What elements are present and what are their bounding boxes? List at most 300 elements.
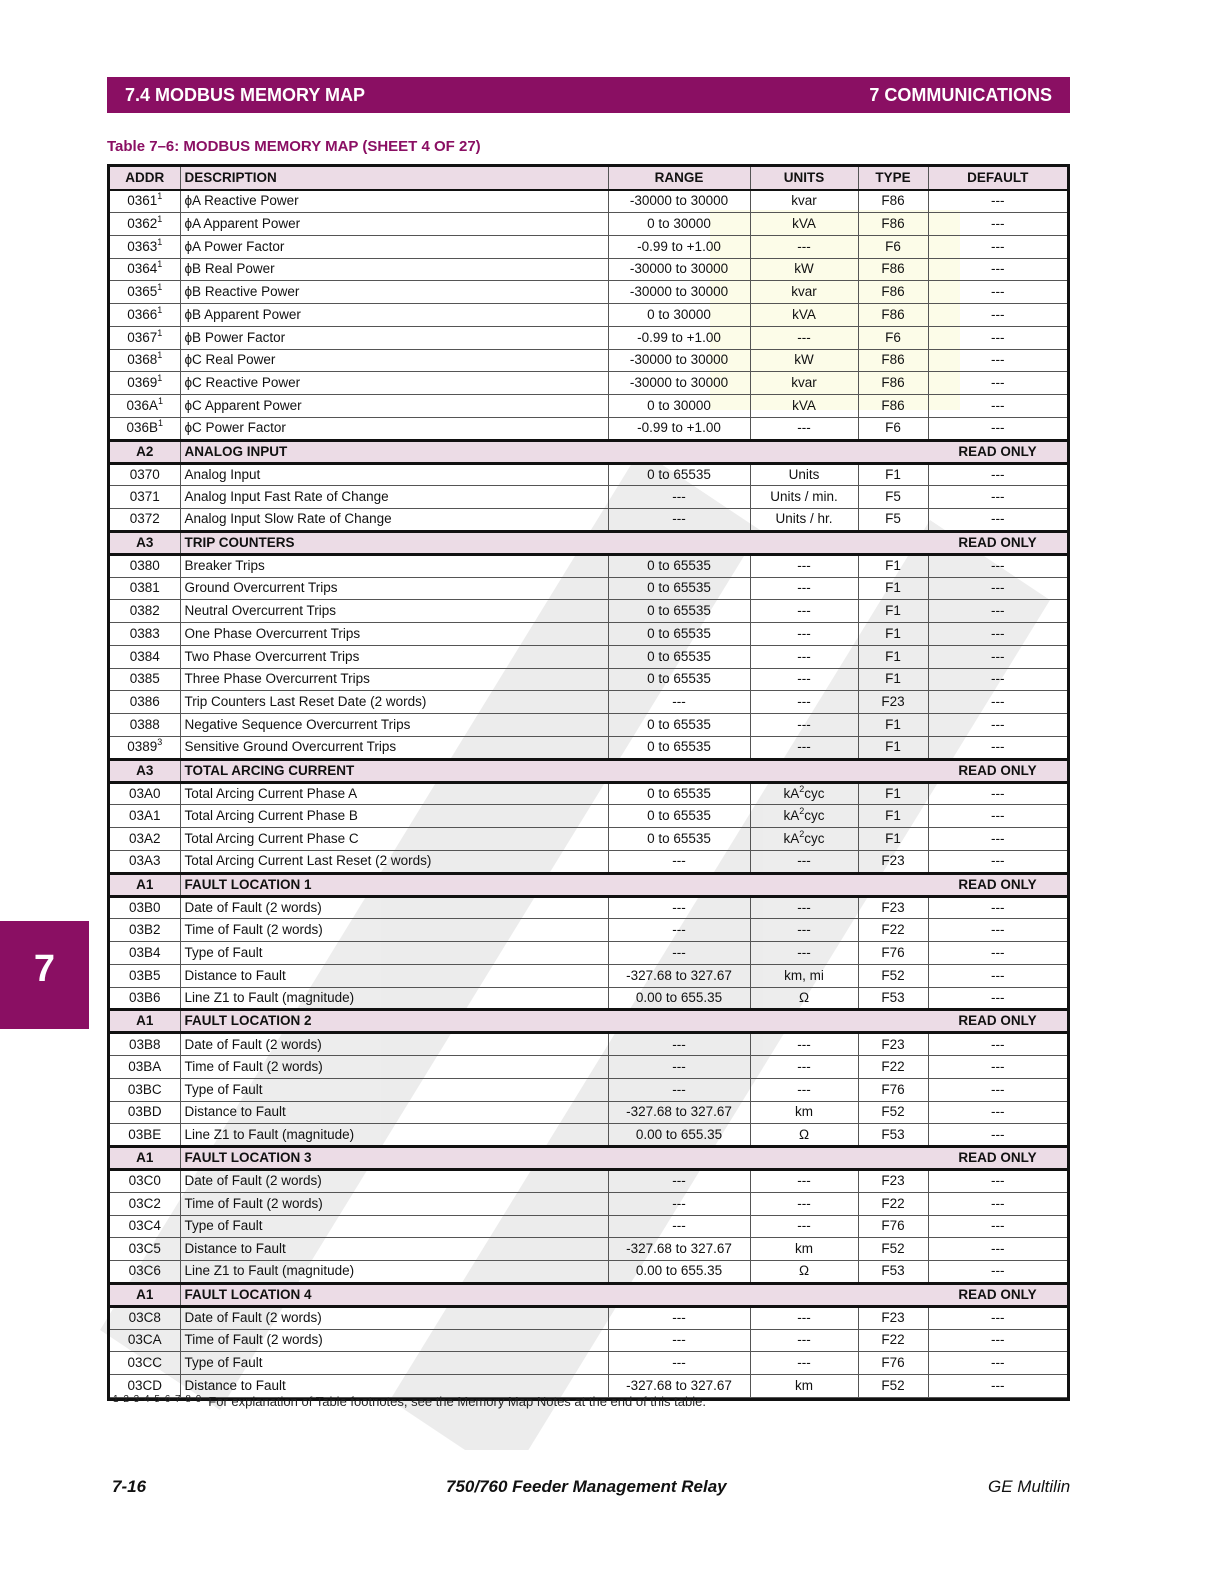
cell-units	[750, 258, 858, 281]
cell-description: Date of Fault (2 words)	[180, 1306, 608, 1329]
addr-footnote-mark: 1	[157, 259, 163, 270]
cell-description: ϕC Reactive Power	[180, 372, 608, 395]
cell-default: ---	[928, 326, 1067, 349]
cell-description: Total Arcing Current Phase C	[180, 828, 608, 851]
cell-description: Line Z1 to Fault (magnitude)	[180, 1261, 608, 1284]
cell-type: F1	[858, 714, 928, 737]
cell-type: F1	[858, 805, 928, 828]
group-access: READ ONLY	[928, 440, 1067, 463]
cell-type: F23	[858, 896, 928, 919]
units-value: km, mi	[784, 967, 824, 983]
units-value: kA	[783, 808, 800, 824]
cell-description: Neutral Overcurrent Trips	[180, 600, 608, 623]
cell-addr	[110, 349, 180, 372]
table-row	[110, 304, 1067, 327]
addr-value: 0389	[127, 739, 158, 755]
cell-range: 0 to 65535	[608, 736, 750, 759]
cell-description: Type of Fault	[180, 942, 608, 965]
cell-type: F1	[858, 782, 928, 805]
cell-default: ---	[928, 942, 1067, 965]
cell-type: F23	[858, 1306, 928, 1329]
cell-addr	[110, 1192, 180, 1215]
addr-value: 0361	[127, 193, 158, 209]
cell-description: Trip Counters Last Reset Date (2 words)	[180, 691, 608, 714]
addr-value: 03B6	[128, 989, 161, 1005]
cell-units	[750, 463, 858, 486]
cell-addr	[110, 1101, 180, 1124]
units-value: ---	[797, 1081, 811, 1097]
cell-type: F76	[858, 1215, 928, 1238]
cell-type: F1	[858, 736, 928, 759]
cell-type: F22	[858, 1056, 928, 1079]
addr-footnote-mark: 3	[157, 737, 163, 748]
column-header-range: RANGE	[608, 167, 750, 190]
table-row	[110, 714, 1067, 737]
cell-description: ϕC Power Factor	[180, 417, 608, 440]
table-body	[110, 190, 1067, 1398]
addr-value: 03C0	[128, 1173, 161, 1189]
cell-range: -30000 to 30000	[608, 349, 750, 372]
cell-description: Three Phase Overcurrent Trips	[180, 668, 608, 691]
addr-value: 03C5	[128, 1241, 161, 1257]
addr-value: 03BD	[127, 1104, 162, 1120]
table-row	[110, 577, 1067, 600]
cell-units	[750, 1192, 858, 1215]
cell-description: Date of Fault (2 words)	[180, 896, 608, 919]
addr-value: 03B2	[128, 922, 161, 938]
cell-type: F1	[858, 828, 928, 851]
cell-range: -327.68 to 327.67	[608, 1101, 750, 1124]
cell-default: ---	[928, 805, 1067, 828]
cell-type: F23	[858, 691, 928, 714]
cell-addr	[110, 691, 180, 714]
cell-range: 0.00 to 655.35	[608, 987, 750, 1010]
group-title: FAULT LOCATION 1	[180, 873, 928, 896]
cell-units	[750, 1352, 858, 1375]
cell-description: Distance to Fault	[180, 964, 608, 987]
cell-units	[750, 987, 858, 1010]
cell-units	[750, 1101, 858, 1124]
cell-description: Analog Input Slow Rate of Change	[180, 509, 608, 532]
cell-addr	[110, 463, 180, 486]
cell-default: ---	[928, 964, 1067, 987]
addr-value: 0369	[127, 375, 158, 391]
group-addr: A3	[110, 531, 180, 554]
table-row	[110, 1352, 1067, 1375]
group-title: FAULT LOCATION 2	[180, 1010, 928, 1033]
cell-type: F76	[858, 1078, 928, 1101]
addr-value: 03C2	[128, 1195, 161, 1211]
group-access: READ ONLY	[928, 531, 1067, 554]
table-header-row	[110, 167, 1067, 190]
group-addr: A1	[110, 1010, 180, 1033]
cell-units	[750, 1056, 858, 1079]
cell-addr	[110, 213, 180, 236]
cell-description: Date of Fault (2 words)	[180, 1170, 608, 1193]
cell-type: F86	[858, 213, 928, 236]
cell-range: ---	[608, 1078, 750, 1101]
table-row	[110, 1170, 1067, 1193]
cell-units	[750, 736, 858, 759]
group-title: TRIP COUNTERS	[180, 531, 928, 554]
table-row	[110, 623, 1067, 646]
cell-range: ---	[608, 1352, 750, 1375]
addr-value: 0372	[129, 511, 160, 527]
column-header-units: UNITS	[750, 167, 858, 190]
cell-description: One Phase Overcurrent Trips	[180, 623, 608, 646]
cell-type: F86	[858, 304, 928, 327]
cell-default: ---	[928, 577, 1067, 600]
units-value: ---	[797, 716, 811, 732]
cell-range: 0 to 65535	[608, 828, 750, 851]
table-row	[110, 850, 1067, 873]
product-name: 750/760 Feeder Management Relay	[446, 1477, 727, 1496]
cell-default: ---	[928, 1192, 1067, 1215]
cell-range: ---	[608, 942, 750, 965]
cell-units	[750, 1261, 858, 1284]
cell-units	[750, 235, 858, 258]
cell-default: ---	[928, 372, 1067, 395]
units-value: kVA	[792, 215, 816, 231]
cell-addr	[110, 714, 180, 737]
cell-range: 0 to 65535	[608, 782, 750, 805]
cell-addr	[110, 1352, 180, 1375]
cell-default: ---	[928, 1033, 1067, 1056]
addr-value: 0370	[129, 466, 160, 482]
cell-description: ϕC Apparent Power	[180, 395, 608, 418]
cell-description: Type of Fault	[180, 1078, 608, 1101]
cell-default: ---	[928, 281, 1067, 304]
table-row	[110, 736, 1067, 759]
units-value: ---	[797, 694, 811, 710]
cell-type: F76	[858, 942, 928, 965]
units-value: kvar	[791, 284, 817, 300]
cell-range: -327.68 to 327.67	[608, 1238, 750, 1261]
units-exponent: 2	[799, 828, 805, 839]
cell-range: -30000 to 30000	[608, 190, 750, 213]
units-value: ---	[797, 1058, 811, 1074]
units-value: ---	[797, 648, 811, 664]
chapter-side-tab: 7	[0, 921, 89, 1029]
group-access: READ ONLY	[928, 873, 1067, 896]
units-tail: cyc	[804, 808, 825, 824]
units-value: Ω	[798, 1126, 810, 1142]
table-row	[110, 326, 1067, 349]
addr-value: 03CA	[127, 1332, 162, 1348]
cell-description: Line Z1 to Fault (magnitude)	[180, 1124, 608, 1147]
cell-default: ---	[928, 782, 1067, 805]
cell-addr	[110, 1329, 180, 1352]
units-value: ---	[797, 580, 811, 596]
cell-default: ---	[928, 668, 1067, 691]
cell-range: ---	[608, 691, 750, 714]
addr-value: 0362	[127, 215, 158, 231]
addr-footnote-mark: 1	[157, 191, 163, 202]
cell-type: F53	[858, 1261, 928, 1284]
addr-value: 03B0	[128, 899, 161, 915]
footnote-numbers: 1 2 3 4 5 6 7 8 9	[113, 1394, 203, 1405]
cell-default: ---	[928, 850, 1067, 873]
cell-units	[750, 782, 858, 805]
cell-range: ---	[608, 1056, 750, 1079]
units-value: kvar	[791, 193, 817, 209]
cell-default: ---	[928, 896, 1067, 919]
addr-value: 03BA	[128, 1058, 162, 1074]
cell-addr	[110, 1170, 180, 1193]
cell-range: 0.00 to 655.35	[608, 1124, 750, 1147]
cell-default: ---	[928, 691, 1067, 714]
cell-addr	[110, 782, 180, 805]
cell-addr	[110, 645, 180, 668]
cell-type: F76	[858, 1352, 928, 1375]
cell-default: ---	[928, 417, 1067, 440]
group-title: FAULT LOCATION 4	[180, 1283, 928, 1306]
cell-addr	[110, 1215, 180, 1238]
units-value: Ω	[798, 989, 810, 1005]
units-value: kW	[794, 261, 814, 277]
cell-default: ---	[928, 190, 1067, 213]
cell-description: ϕB Reactive Power	[180, 281, 608, 304]
cell-description: Distance to Fault	[180, 1238, 608, 1261]
column-header-description: DESCRIPTION	[180, 167, 608, 190]
section-title: 7.4 MODBUS MEMORY MAP	[125, 85, 366, 105]
cell-addr	[110, 326, 180, 349]
cell-type: F86	[858, 372, 928, 395]
cell-type: F5	[858, 486, 928, 509]
table-row	[110, 1078, 1067, 1101]
column-header-type: TYPE	[858, 167, 928, 190]
group-access: READ ONLY	[928, 1147, 1067, 1170]
cell-type: F1	[858, 554, 928, 577]
cell-units	[750, 828, 858, 851]
cell-addr	[110, 235, 180, 258]
cell-type: F52	[858, 964, 928, 987]
cell-units	[750, 691, 858, 714]
units-value: ---	[797, 1332, 811, 1348]
cell-type: F23	[858, 850, 928, 873]
units-value: km	[795, 1241, 813, 1257]
cell-addr	[110, 668, 180, 691]
cell-addr	[110, 372, 180, 395]
chapter-title: 7 COMMUNICATIONS	[869, 85, 1052, 105]
cell-default: ---	[928, 486, 1067, 509]
memory-map-table	[107, 164, 1070, 1401]
cell-range: -30000 to 30000	[608, 258, 750, 281]
table-row	[110, 987, 1067, 1010]
cell-units	[750, 349, 858, 372]
cell-default: ---	[928, 736, 1067, 759]
units-value: ---	[797, 944, 811, 960]
cell-units	[750, 964, 858, 987]
cell-addr	[110, 987, 180, 1010]
units-value: ---	[797, 558, 811, 574]
units-value: kVA	[792, 397, 816, 413]
cell-type: F22	[858, 1192, 928, 1215]
cell-type: F52	[858, 1238, 928, 1261]
cell-range: 0 to 65535	[608, 600, 750, 623]
addr-value: 03C4	[128, 1218, 161, 1234]
group-addr: A1	[110, 873, 180, 896]
cell-range: 0 to 30000	[608, 304, 750, 327]
cell-units	[750, 850, 858, 873]
cell-type: F1	[858, 645, 928, 668]
cell-type: F86	[858, 190, 928, 213]
cell-type: F1	[858, 577, 928, 600]
cell-description: Time of Fault (2 words)	[180, 1329, 608, 1352]
cell-description: Total Arcing Current Phase B	[180, 805, 608, 828]
cell-addr	[110, 942, 180, 965]
cell-type: F6	[858, 417, 928, 440]
cell-units	[750, 1238, 858, 1261]
units-exponent: 2	[799, 783, 805, 794]
addr-footnote-mark: 1	[157, 373, 163, 384]
addr-value: 0363	[127, 238, 158, 254]
cell-range: ---	[608, 1170, 750, 1193]
units-value: kW	[794, 352, 814, 368]
units-value: Ω	[798, 1263, 810, 1279]
cell-description: ϕA Reactive Power	[180, 190, 608, 213]
units-value: ---	[797, 1173, 811, 1189]
cell-description: Sensitive Ground Overcurrent Trips	[180, 736, 608, 759]
cell-addr	[110, 850, 180, 873]
cell-addr	[110, 258, 180, 281]
group-title: FAULT LOCATION 3	[180, 1147, 928, 1170]
addr-value: 0365	[127, 284, 158, 300]
units-value: km	[795, 1104, 813, 1120]
brand-name: GE Multilin	[988, 1477, 1071, 1496]
cell-default: ---	[928, 1238, 1067, 1261]
table-row	[110, 395, 1067, 418]
table-title: Table 7–6: MODBUS MEMORY MAP (SHEET 4 OF 27)	[107, 138, 481, 155]
cell-range: -30000 to 30000	[608, 372, 750, 395]
units-value: ---	[797, 625, 811, 641]
cell-description: Time of Fault (2 words)	[180, 1056, 608, 1079]
cell-range: -30000 to 30000	[608, 281, 750, 304]
addr-value: 03CD	[127, 1377, 162, 1393]
cell-default: ---	[928, 463, 1067, 486]
units-value: ---	[797, 603, 811, 619]
cell-addr	[110, 281, 180, 304]
cell-type: F6	[858, 326, 928, 349]
table-row	[110, 1261, 1067, 1284]
cell-addr	[110, 1238, 180, 1261]
cell-units	[750, 304, 858, 327]
cell-addr	[110, 509, 180, 532]
group-header-row	[110, 759, 1067, 782]
addr-footnote-mark: 1	[157, 236, 163, 247]
cell-default: ---	[928, 509, 1067, 532]
cell-units	[750, 1375, 858, 1398]
cell-type: F86	[858, 349, 928, 372]
units-value: ---	[797, 420, 811, 436]
group-access: READ ONLY	[928, 759, 1067, 782]
cell-default: ---	[928, 600, 1067, 623]
cell-default: ---	[928, 213, 1067, 236]
group-header-row	[110, 873, 1067, 896]
units-value: ---	[797, 329, 811, 345]
group-addr: A2	[110, 440, 180, 463]
units-value: kA	[783, 830, 800, 846]
units-value: ---	[797, 922, 811, 938]
section-header-bar	[107, 77, 1070, 113]
cell-units	[750, 1170, 858, 1193]
cell-description: ϕC Real Power	[180, 349, 608, 372]
group-addr: A3	[110, 759, 180, 782]
addr-value: 0382	[129, 603, 160, 619]
table-row	[110, 1238, 1067, 1261]
table-row	[110, 828, 1067, 851]
cell-default: ---	[928, 645, 1067, 668]
cell-type: F1	[858, 463, 928, 486]
cell-default: ---	[928, 349, 1067, 372]
addr-footnote-mark: 1	[157, 282, 163, 293]
table-row	[110, 919, 1067, 942]
cell-default: ---	[928, 395, 1067, 418]
table-row	[110, 645, 1067, 668]
cell-type: F53	[858, 987, 928, 1010]
cell-range: ---	[608, 850, 750, 873]
addr-value: 03BE	[128, 1126, 162, 1142]
table-row	[110, 372, 1067, 395]
cell-range: ---	[608, 1215, 750, 1238]
addr-value: 0381	[129, 580, 160, 596]
cell-range: 0 to 65535	[608, 554, 750, 577]
cell-description: Time of Fault (2 words)	[180, 919, 608, 942]
cell-range: 0 to 65535	[608, 623, 750, 646]
cell-description: ϕA Power Factor	[180, 235, 608, 258]
footnote-text: For explanation of Table footnotes, see the Memory Map Notes at the end of this table.	[208, 1394, 706, 1409]
table-row	[110, 805, 1067, 828]
units-value: ---	[797, 1310, 811, 1326]
cell-units	[750, 1329, 858, 1352]
addr-value: 03B4	[128, 944, 161, 960]
cell-type: F1	[858, 600, 928, 623]
group-header-row	[110, 1283, 1067, 1306]
addr-value: 03BC	[127, 1081, 162, 1097]
cell-range: 0 to 65535	[608, 805, 750, 828]
addr-value: 0366	[127, 306, 158, 322]
cell-addr	[110, 896, 180, 919]
cell-description: ϕB Apparent Power	[180, 304, 608, 327]
cell-type: F23	[858, 1170, 928, 1193]
cell-addr	[110, 623, 180, 646]
cell-type: F52	[858, 1101, 928, 1124]
addr-value: 03C8	[128, 1310, 161, 1326]
table-row	[110, 1215, 1067, 1238]
cell-range: -327.68 to 327.67	[608, 1375, 750, 1398]
cell-range: -0.99 to +1.00	[608, 417, 750, 440]
cell-range: ---	[608, 1329, 750, 1352]
table-row	[110, 1033, 1067, 1056]
cell-description: Total Arcing Current Phase A	[180, 782, 608, 805]
cell-default: ---	[928, 1352, 1067, 1375]
cell-description: Ground Overcurrent Trips	[180, 577, 608, 600]
cell-description: ϕB Power Factor	[180, 326, 608, 349]
table-row	[110, 554, 1067, 577]
cell-range: 0 to 30000	[608, 213, 750, 236]
table-row	[110, 213, 1067, 236]
addr-value: 0368	[127, 352, 158, 368]
cell-default: ---	[928, 1261, 1067, 1284]
cell-addr	[110, 554, 180, 577]
cell-type: F86	[858, 395, 928, 418]
table-row	[110, 942, 1067, 965]
cell-default: ---	[928, 1056, 1067, 1079]
table-row	[110, 235, 1067, 258]
cell-addr	[110, 1124, 180, 1147]
cell-units	[750, 213, 858, 236]
cell-default: ---	[928, 1375, 1067, 1398]
